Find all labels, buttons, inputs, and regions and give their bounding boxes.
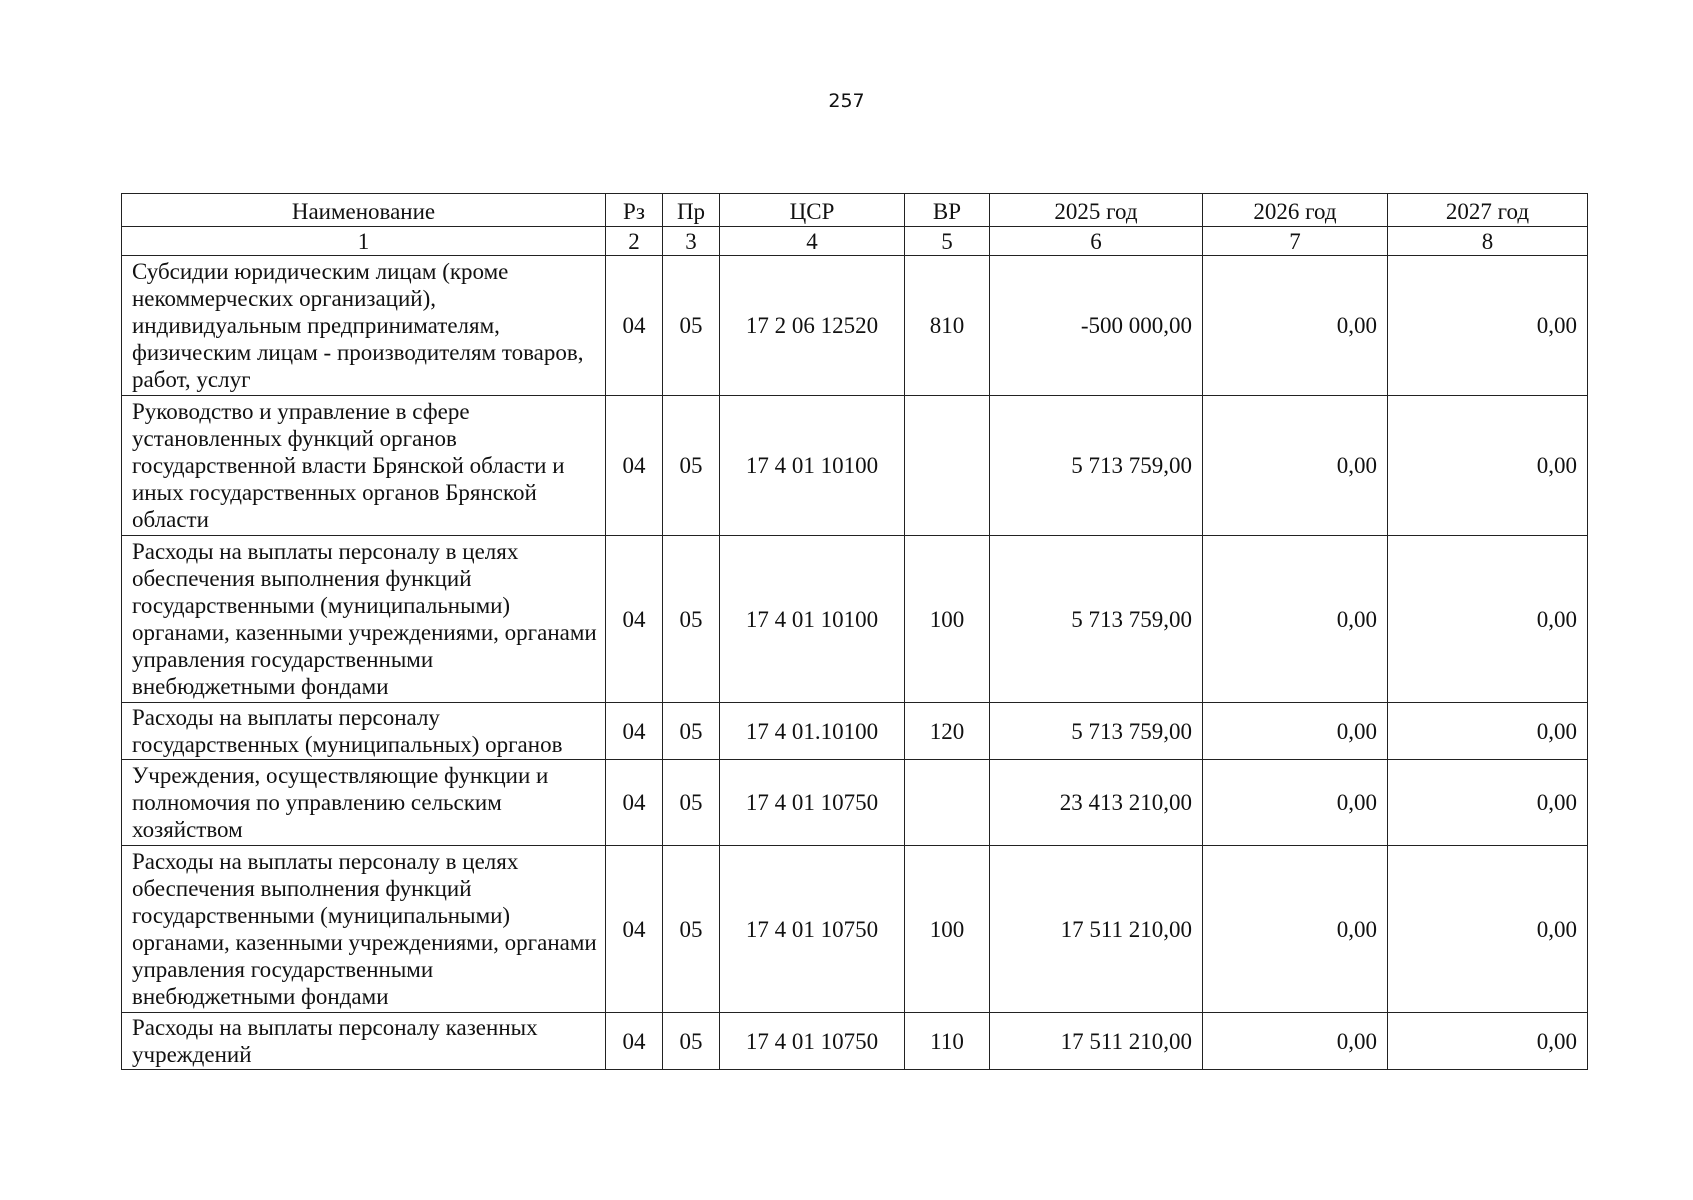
column-number: 7 [1203,227,1388,256]
header-2025: 2025 год [990,194,1203,227]
row-name: Учреждения, осуществляющие функции и полномочия по управлению сельским хозяйством [122,760,606,846]
row-name: Субсидии юридическим лицам (кроме некоммерческих организаций), индивидуальным предпринимателям, физическим лицам - производителям товаров, работ, услуг [122,256,606,396]
row-amount-2025: 23 413 210,00 [990,760,1203,846]
row-rz: 04 [606,256,663,396]
header-name: Наименование [122,194,606,227]
row-csr: 17 2 06 12520 [720,256,905,396]
row-pr: 05 [663,396,720,536]
column-number-row [122,227,1588,256]
row-name: Расходы на выплаты персоналу государственных (муниципальных) органов [122,703,606,760]
row-amount-2025: 5 713 759,00 [990,703,1203,760]
table-row [122,846,1588,1013]
row-pr: 05 [663,846,720,1013]
table-row [122,256,1588,396]
row-amount-2027: 0,00 [1388,396,1588,536]
row-amount-2027: 0,00 [1388,846,1588,1013]
table-row [122,536,1588,703]
row-csr: 17 4 01 10750 [720,846,905,1013]
row-csr: 17 4 01 10100 [720,536,905,703]
row-rz: 04 [606,703,663,760]
row-amount-2027: 0,00 [1388,1013,1588,1070]
row-amount-2026: 0,00 [1203,846,1388,1013]
column-number: 5 [905,227,990,256]
row-rz: 04 [606,1013,663,1070]
row-amount-2025: 17 511 210,00 [990,846,1203,1013]
column-number: 4 [720,227,905,256]
row-amount-2026: 0,00 [1203,396,1388,536]
row-vr: 100 [905,846,990,1013]
budget-table [121,193,1588,1070]
table-row [122,703,1588,760]
table-row [122,760,1588,846]
row-amount-2025: 5 713 759,00 [990,396,1203,536]
row-csr: 17 4 01 10750 [720,760,905,846]
row-vr [905,396,990,536]
row-amount-2026: 0,00 [1203,703,1388,760]
row-name: Расходы на выплаты персоналу казенных учреждений [122,1013,606,1070]
row-csr: 17 4 01 10100 [720,396,905,536]
row-name: Расходы на выплаты персоналу в целях обеспечения выполнения функций государственными (муниципальными) органами, казенными учреждениями, органами управления государственными внебюджетными фондами [122,846,606,1013]
row-vr: 810 [905,256,990,396]
row-pr: 05 [663,536,720,703]
column-number: 6 [990,227,1203,256]
column-number: 3 [663,227,720,256]
row-amount-2027: 0,00 [1388,256,1588,396]
row-rz: 04 [606,396,663,536]
table-row [122,1013,1588,1070]
row-vr: 120 [905,703,990,760]
row-rz: 04 [606,760,663,846]
row-name: Расходы на выплаты персоналу в целях обеспечения выполнения функций государственными (муниципальными) органами, казенными учреждениями, органами управления государственными внебюджетными фондами [122,536,606,703]
row-pr: 05 [663,760,720,846]
column-number: 2 [606,227,663,256]
row-vr: 110 [905,1013,990,1070]
header-csr: ЦСР [720,194,905,227]
header-2027: 2027 год [1388,194,1588,227]
row-amount-2026: 0,00 [1203,256,1388,396]
row-amount-2025: 5 713 759,00 [990,536,1203,703]
header-2026: 2026 год [1203,194,1388,227]
row-amount-2025: -500 000,00 [990,256,1203,396]
row-amount-2027: 0,00 [1388,760,1588,846]
row-name: Руководство и управление в сфере установленных функций органов государственной власти Брянской области и иных государственных органов Брянской области [122,396,606,536]
row-rz: 04 [606,536,663,703]
column-number: 8 [1388,227,1588,256]
header-vr: ВР [905,194,990,227]
row-rz: 04 [606,846,663,1013]
row-amount-2026: 0,00 [1203,1013,1388,1070]
row-vr [905,760,990,846]
page-number: 257 [828,90,865,112]
row-amount-2026: 0,00 [1203,760,1388,846]
row-pr: 05 [663,703,720,760]
row-vr: 100 [905,536,990,703]
header-pr: Пр [663,194,720,227]
row-csr: 17 4 01 10750 [720,1013,905,1070]
table-row [122,396,1588,536]
row-amount-2027: 0,00 [1388,536,1588,703]
row-amount-2027: 0,00 [1388,703,1588,760]
column-number: 1 [122,227,606,256]
row-amount-2026: 0,00 [1203,536,1388,703]
row-amount-2025: 17 511 210,00 [990,1013,1203,1070]
header-rz: Рз [606,194,663,227]
table-header-row [122,194,1588,227]
row-pr: 05 [663,256,720,396]
row-pr: 05 [663,1013,720,1070]
row-csr: 17 4 01.10100 [720,703,905,760]
